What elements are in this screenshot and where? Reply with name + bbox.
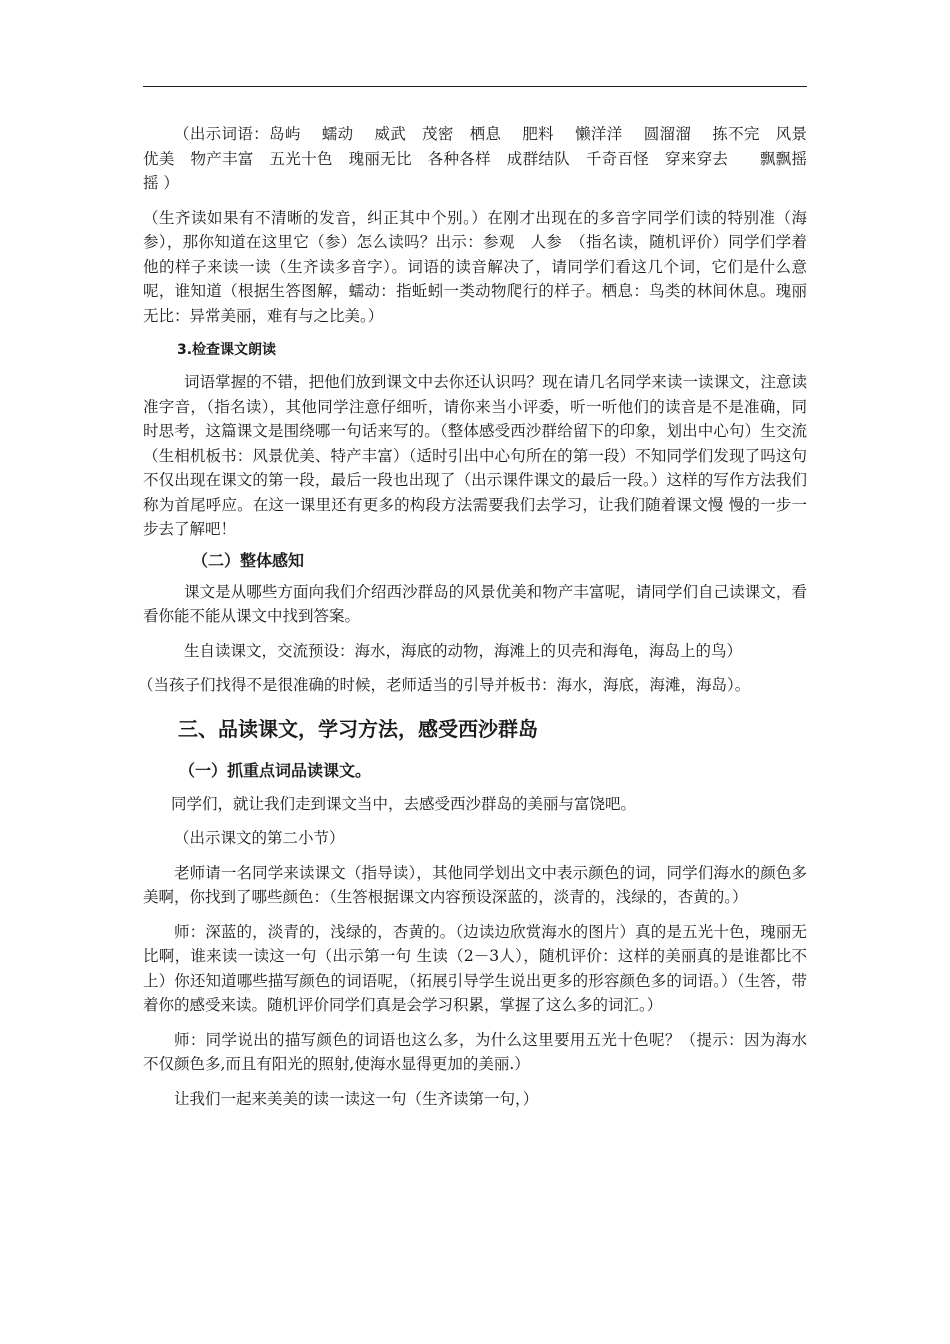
teacher-request-paragraph: 老师请一名同学来读课文（指导读），其他同学划出文中表示颜色的词，同学们海水的颜色多美啊，你找到了哪些颜色：（生答根据课文内容预设深蓝的，淡青的，浅绿的，杏黄的。） [143, 863, 807, 906]
section-heading-part-three: 三、品读课文，学习方法，感受西沙群岛 [178, 716, 538, 741]
reading-check-paragraph: 词语掌握的不错，把他们放到课文中去你还认识吗？现在请几名同学来读一读课文，注意读准字音，（指名读），其他同学注意仔细听，请你来当小评委，听一听他们的读音是不是准确，同时思考，这篇课文是围绕哪一句话来写的。（整体感受西沙群给留下的印象，划出中心句）生交流（生相机板书：风景优美、特产丰富）（适时引出中心句所在的第一段）不知同学们发现了吗这句不仅出现在课文的第一段，最后一段也出现了（出示课件课文的最后一段。）这样的写作方法我们称为首尾呼应。在这一课里还有更多的构段方法需要我们去学习，让我们随着课文慢 慢的一步一步去了解吧！ [143, 373, 807, 538]
section-heading-keywords: （一）抓重点词品读课文。 [179, 760, 372, 780]
overall-note-paragraph: （当孩子们找得不是很准确的时候，老师适当的引导并板书：海水，海底，海滩，海岛）。 [138, 676, 751, 694]
header-rule [143, 86, 807, 87]
section-heading-overall: （二）整体感知 [192, 550, 305, 570]
pronunciation-paragraph: （生齐读如果有不清晰的发音，纠正其中个别。）在刚才出现在的多音字同学们读的特别准（海参），那你知道在这里它（参）怎么读吗？出示：参观 人参 （指名读，随机评价）同学们学着他的样子来读一读（生齐读多音字）。词语的读音解决了，请同学们看这几个词，它们是什么意呢，谁知道（根据生答图解，蠕动：指蚯蚓一类动物爬行的样子。栖息：鸟类的林间休息。瑰丽无比：异常美丽，难有与之比美。） [143, 208, 807, 325]
teacher-question-paragraph: 师：同学说出的描写颜色的词语也这么多，为什么这里要用五光十色呢？（提示：因为海水不仅颜色多,而且有阳光的照射,使海水显得更加的美丽.） [143, 1030, 807, 1073]
overall-answer-paragraph: 生自读课文，交流预设：海水，海底的动物，海滩上的贝壳和海龟，海岛上的鸟） [184, 641, 743, 660]
read-together-paragraph: 让我们一起来美美的读一读这一句（生齐读第一句，） [174, 1089, 539, 1108]
show-section-paragraph: （出示课文的第二小节） [174, 829, 345, 847]
document-body [138, 122, 807, 1111]
intro-paragraph: 同学们，就让我们走到课文当中，去感受西沙群岛的美丽与富饶吧。 [171, 794, 637, 813]
word-list-paragraph: （出示词语：岛屿 蠕动 威武 茂密 栖息 肥料 懒洋洋 圆溜溜 拣不完 风景优美 物产丰富 五光十色 瑰丽无比 各种各样 成群结队 千奇百怪 穿来穿去 飘飘摇摇 ） [143, 125, 807, 192]
section-heading-reading-check: 3.检查课文朗读 [177, 342, 277, 358]
teacher-colors-paragraph: 师：深蓝的，淡青的，浅绿的，杏黄的。（边读边欣赏海水的图片）真的是五光十色，瑰丽无比啊，谁来读一读这一句（出示第一句 生读（2－3人），随机评价：这样的美丽真的是谁都比不上）你还知道哪些描写颜色的词语呢，（拓展引导学生说出更多的形容颜色多的词语。）（生答，带着你的感受来读。随机评价同学们真是会学习积累，掌握了这么多的词汇。） [143, 922, 807, 1014]
overall-question-paragraph: 课文是从哪些方面向我们介绍西沙群岛的风景优美和物产丰富呢，请同学们自己读课文，看看你能不能从课文中找到答案。 [143, 582, 807, 625]
